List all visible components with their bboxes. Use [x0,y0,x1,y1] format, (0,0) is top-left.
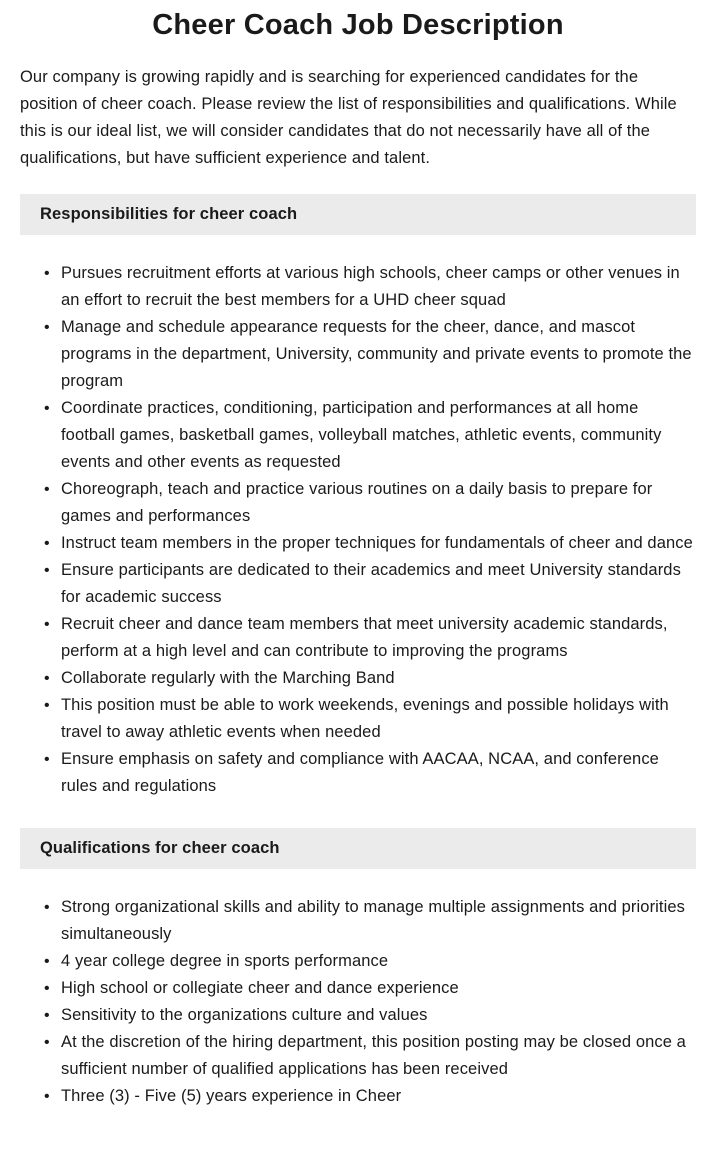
list-item: • Ensure emphasis on safety and compliance with AACAA, NCAA, and conference rules and regulations [61,746,696,800]
section-header [20,828,696,869]
list-item: • Three (3) - Five (5) years experience in Cheer [61,1083,696,1110]
list-item: • Recruit cheer and dance team members that meet university academic standards, perform at a high level and can contribute to improving the programs [61,611,696,665]
list-item: • Collaborate regularly with the Marching Band [61,665,696,692]
list-item: • Instruct team members in the proper techniques for fundamentals of cheer and dance [61,530,696,557]
intro-paragraph: Our company is growing rapidly and is searching for experienced candidates for the position of cheer coach. Please review the list of responsibilities and qualifications. While this is our ideal list, we will consider candidates that do not necessarily have all of the qualifications, but have sufficient experience and talent. [20,68,677,167]
list-item: • 4 year college degree in sports performance [61,948,696,975]
section-header [20,194,696,235]
list-item: • Strong organizational skills and ability to manage multiple assignments and priorities simultaneously [61,894,696,948]
list-item: • Sensitivity to the organizations culture and values [61,1002,696,1029]
list-item: • Ensure participants are dedicated to their academics and meet University standards for academic success [61,557,696,611]
section-heading: Qualifications for cheer coach [40,839,280,857]
list-item: • Manage and schedule appearance requests for the cheer, dance, and mascot programs in the department, University, community and private events to promote the program [61,314,696,395]
list-item: • At the discretion of the hiring department, this position posting may be closed once a sufficient number of qualified applications has been received [61,1029,696,1083]
job-section [20,194,696,800]
sections-container [20,194,696,1110]
bullet-list [20,260,696,800]
list-item: • Pursues recruitment efforts at various high schools, cheer camps or other venues in an effort to recruit the best members for a UHD cheer squad [61,260,696,314]
job-section [20,828,696,1110]
section-heading: Responsibilities for cheer coach [40,205,298,223]
bullet-list [20,894,696,1110]
list-item: • Coordinate practices, conditioning, participation and performances at all home football games, basketball games, volleyball matches, athletic events, community events and other events as requested [61,395,696,476]
page-title: Cheer Coach Job Description [152,9,564,41]
list-item: • Choreograph, teach and practice various routines on a daily basis to prepare for games and performances [61,476,696,530]
list-item: • This position must be able to work weekends, evenings and possible holidays with travel to away athletic events when needed [61,692,696,746]
list-item: • High school or collegiate cheer and dance experience [61,975,696,1002]
